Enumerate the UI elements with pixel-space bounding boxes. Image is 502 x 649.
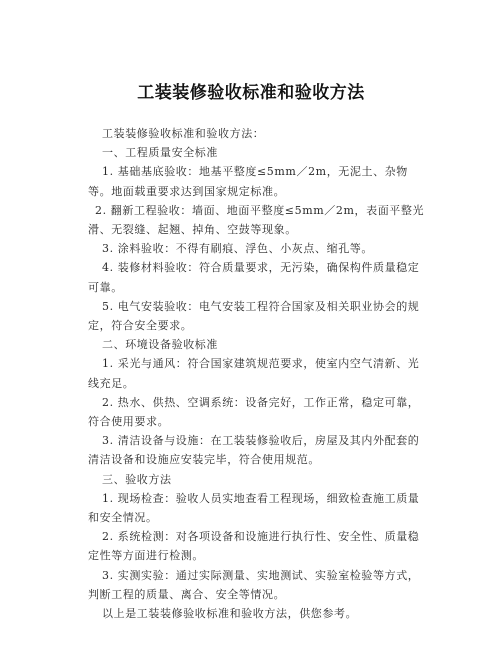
quality-item-3: 3. 涂料验收：不得有刷痕、浮色、小灰点、缩孔等。	[102, 242, 373, 256]
method-item-1: 1. 现场检查：验收人员实地查看工程现场，细致检查施工质量和安全情况。	[88, 491, 420, 525]
quality-item-5: 5. 电气安装验收：电气安装工程符合国家及相关职业协会的规定，符合安全要求。	[88, 299, 420, 333]
closing-paragraph: 以上是工装装修验收标准和验收方法，供您参考。	[102, 607, 358, 621]
environment-item-2: 2. 热水、供热、空调系统：设备完好，工作正常，稳定可靠，符合使用要求。	[88, 395, 420, 429]
quality-item-1: 1. 基础基底验收：地基平整度≤5mm／2m，无泥土、杂物等。地面载重要求达到国家规定标准。	[88, 165, 408, 198]
document-title: 工装装修验收标准和验收方法	[137, 83, 365, 103]
intro-paragraph: 工装装修验收标准和验收方法：	[102, 127, 265, 140]
section-heading-quality: 一、工程质量安全标准	[102, 146, 218, 160]
method-item-3: 3. 实测实验：通过实际测量、实地测试、实验室检验等方式，判断工程的质量、离合、安全等情况。	[88, 568, 420, 601]
method-item-2: 2. 系统检测：对各项设备和设施进行执行性、安全性、质量稳定性等方面进行检测。	[88, 530, 420, 563]
environment-item-3: 3. 清洁设备与设施：在工装装修验收后，房屋及其内外配套的清洁设备和设施应安装完毕，符合使用规范。	[88, 434, 420, 467]
quality-item-2: 2. 翻新工程验收：墙面、地面平整度≤5mm／2m，表面平整光滑、无裂缝、起翘、掉角、空鼓等现象。	[88, 203, 425, 237]
section-heading-methods: 三、验收方法	[102, 472, 172, 486]
section-heading-environment: 二、环境设备验收标准	[102, 338, 218, 352]
quality-item-4: 4. 装修材料验收：符合质量要求，无污染，确保构件质量稳定可靠。	[88, 261, 420, 294]
environment-item-1: 1. 采光与通风：符合国家建筑规范要求，使室内空气清新、光线充足。	[88, 357, 420, 390]
document-body	[88, 124, 428, 623]
